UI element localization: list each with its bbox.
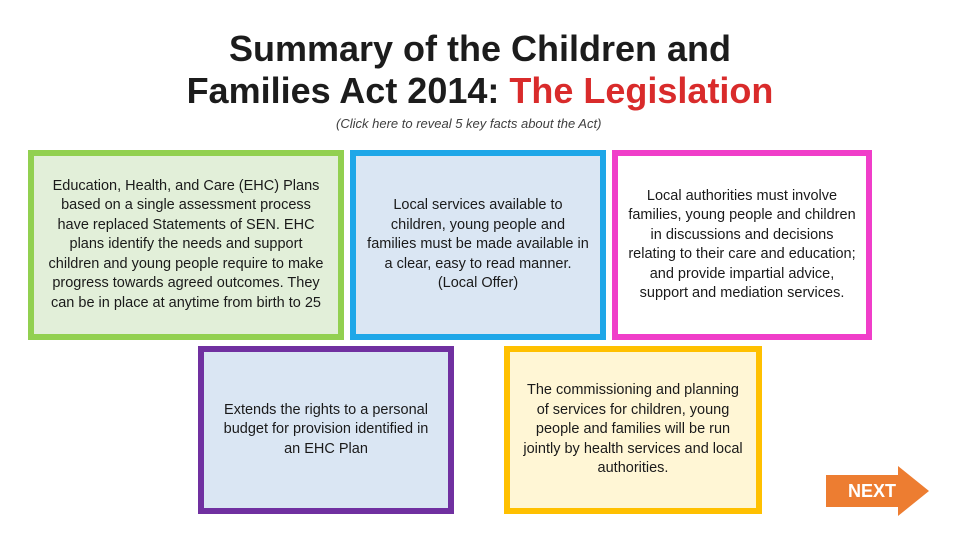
fact-box-local-offer[interactable] — [350, 150, 606, 340]
fact-text: Local authorities must involve families, young people and children in discussions and decisions relating to their care and education; and provide impartial advice, support and mediation services. — [628, 187, 856, 301]
fact-text: Education, Health, and Care (EHC) Plans based on a single assessment process have replaced Statements of SEN. EHC plans identify the needs and support children and young people require to make progress towards agreed outcomes. They can be in place at anytime from birth to 25 — [48, 177, 324, 311]
fact-text: Extends the rights to a personal budget for provision identified in an EHC Plan — [223, 401, 429, 457]
fact-text: Local services available to children, young people and families must be made available in a clear, easy to read manner. (Local Offer) — [367, 197, 589, 292]
page-title — [100, 28, 860, 112]
reveal-facts-link[interactable]: (Click here to reveal 5 key facts about the Act) — [336, 116, 602, 131]
title-line-1: Summary of the Children and — [228, 28, 732, 69]
fact-box-family-involvement[interactable] — [612, 150, 872, 340]
next-label: NEXT — [847, 481, 896, 501]
fact-box-personal-budget[interactable] — [198, 346, 454, 514]
next-button[interactable] — [826, 466, 930, 516]
title-line-2-prefix: Families Act 2014: — [186, 70, 510, 111]
fact-text: The commissioning and planning of services for children, young people and families will be run jointly by health services and local authorities. — [523, 382, 743, 477]
fact-box-joint-commissioning[interactable] — [504, 346, 762, 514]
fact-box-ehc-plans[interactable] — [28, 150, 344, 340]
title-line-2-accent: The Legislation — [509, 70, 774, 111]
